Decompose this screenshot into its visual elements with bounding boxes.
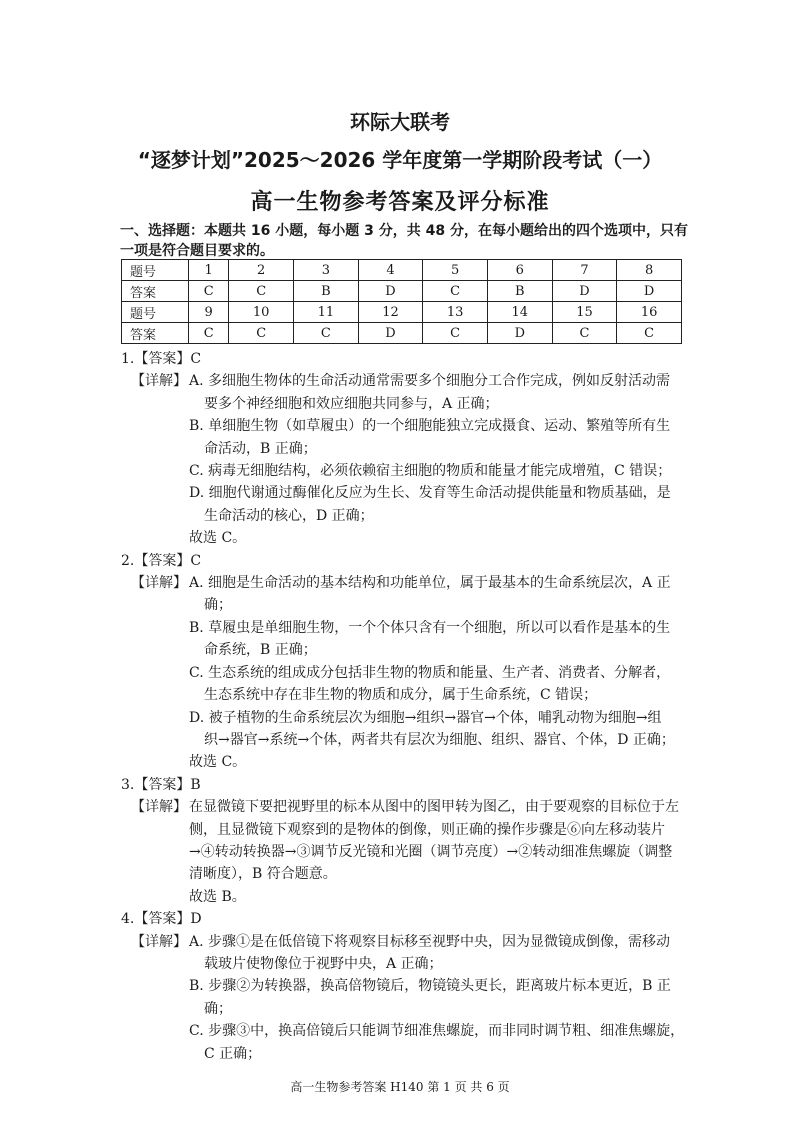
table-cell: C [229, 323, 294, 344]
detail-line: 故选 C。 [189, 754, 247, 771]
table-row [122, 302, 682, 323]
page-title-organizer: 环际大联考 [350, 110, 450, 134]
detail-tag: 【详解】 [131, 933, 187, 950]
table-cell: 题号 [122, 302, 189, 323]
question-1-detail [121, 370, 691, 549]
table-cell: B [294, 281, 359, 302]
question-3-answer: 3.【答案】B [121, 776, 201, 793]
detail-line: C 正确； [204, 1045, 262, 1062]
table-cell: 5 [423, 260, 488, 281]
detail-line: D. 细胞代谢通过酶催化反应为生长、发育等生命活动提供能量和物质基础，是 [189, 485, 671, 502]
detail-tag: 【详解】 [131, 575, 187, 592]
detail-line: 确； [204, 597, 232, 614]
table-cell: 2 [229, 260, 294, 281]
table-cell: 3 [294, 260, 359, 281]
detail-line: 在显微镜下要把视野里的标本从图中的图甲转为图乙，由于要观察的目标位于左 [189, 799, 679, 816]
table-cell: 8 [617, 260, 682, 281]
table-cell: C [423, 281, 488, 302]
detail-line: D. 被子植物的生命系统层次为细胞→组织→器官→个体，哺乳动物为细胞→组 [189, 709, 662, 726]
table-cell: C [617, 323, 682, 344]
question-1-answer: 1.【答案】C [121, 351, 202, 367]
table-cell: 15 [552, 302, 617, 323]
detail-line: C. 生态系统的组成成分包括非生物的物质和能量、生产者、消费者、分解者， [189, 664, 671, 681]
detail-line: 清晰度），B 符合题意。 [189, 866, 337, 883]
table-row [122, 281, 682, 302]
detail-line: 织→器官→系统→个体，两者共有层次为细胞、组织、器官、个体，D 正确； [204, 731, 675, 748]
detail-line: A. 步骤①是在低倍镜下将观察目标移至视野中央，因为显微镜成倒像，需移动 [189, 933, 671, 950]
detail-tag: 【详解】 [131, 373, 187, 390]
detail-line: C. 步骤③中，换高倍镜后只能调节细准焦螺旋，而非同时调节粗、细准焦螺旋， [189, 1023, 685, 1040]
detail-line: C. 病毒无细胞结构，必须依赖宿主细胞的物质和能量才能完成增殖，C 错误； [189, 463, 672, 480]
table-cell: C [189, 323, 229, 344]
table-cell: C [229, 281, 294, 302]
table-cell: D [358, 323, 423, 344]
table-cell: D [358, 281, 423, 302]
table-cell: D [552, 281, 617, 302]
table-cell: C [294, 323, 359, 344]
table-cell: 13 [423, 302, 488, 323]
table-cell: C [189, 281, 229, 302]
detail-tag: 【详解】 [131, 799, 187, 816]
table-cell: 6 [487, 260, 552, 281]
section-heading-choice: 一、选择题：本题共 16 小题，每小题 3 分，共 48 分，在每小题给出的四个选项中，只有一项是符合题目要求的。 [120, 223, 688, 259]
detail-line: 命活动，B 正确； [204, 440, 317, 457]
question-4-detail [121, 931, 691, 1065]
detail-line: 载玻片使物像位于视野中央，A 正确； [204, 955, 443, 972]
detail-line: 生命活动的核心，D 正确； [204, 507, 374, 524]
page-title-answer-key: 高一生物参考答案及评分标准 [250, 190, 550, 215]
detail-line: A. 细胞是生命活动的基本结构和功能单位，属于最基本的生命系统层次，A 正 [189, 575, 671, 592]
answer-explanations [121, 348, 691, 1065]
detail-line: 生态系统中存在非生物的物质和成分，属于生命系统，C 错误； [204, 687, 598, 704]
detail-line: 确； [204, 1000, 232, 1017]
table-cell: 题号 [122, 260, 189, 281]
table-cell: 16 [617, 302, 682, 323]
table-cell: D [617, 281, 682, 302]
table-cell: 9 [189, 302, 229, 323]
detail-line: 命系统，B 正确； [204, 642, 317, 659]
table-cell: 14 [487, 302, 552, 323]
detail-line: B. 步骤②为转换器，换高倍物镜后，物镜镜头更长，距离玻片标本更近，B 正 [189, 978, 671, 995]
table-row [122, 260, 682, 281]
table-cell: D [487, 323, 552, 344]
question-2-answer: 2.【答案】C [121, 552, 202, 569]
table-cell: 12 [358, 302, 423, 323]
table-cell: 4 [358, 260, 423, 281]
table-cell: 1 [189, 260, 229, 281]
table-cell: 11 [294, 302, 359, 323]
table-cell: 7 [552, 260, 617, 281]
page-footer: 高一生物参考答案 H140 第 1 页 共 6 页 [290, 1080, 510, 1094]
detail-line: 侧，且显微镜下观察到的是物体的倒像，则正确的操作步骤是⑥向左移动装片 [189, 821, 665, 838]
question-2-detail [121, 572, 691, 774]
table-cell: 10 [229, 302, 294, 323]
table-cell: C [552, 323, 617, 344]
question-3-detail [121, 796, 691, 908]
table-cell: B [487, 281, 552, 302]
question-4-answer: 4.【答案】D [121, 911, 202, 928]
detail-line: 故选 C。 [189, 530, 247, 547]
detail-line: B. 单细胞生物（如草履虫）的一个细胞能独立完成摄食、运动、繁殖等所有生 [189, 418, 671, 435]
detail-line: 故选 B。 [189, 888, 246, 905]
page-title-exam: “逐梦计划”2025～2026 学年度第一学期阶段考试（一） [137, 148, 663, 172]
detail-line: →④转动转换器→③调节反光镜和光圈（调节亮度）→②转动细准焦螺旋（调整 [189, 843, 673, 860]
detail-line: A. 多细胞生物体的生命活动通常需要多个细胞分工合作完成，例如反射活动需 [189, 373, 671, 390]
answer-table [121, 259, 682, 344]
table-cell: 答案 [122, 323, 189, 344]
table-cell: 答案 [122, 281, 189, 302]
table-row [122, 323, 682, 344]
detail-line: B. 草履虫是单细胞生物，一个个体只含有一个细胞，所以可以看作是基本的生 [189, 619, 671, 636]
detail-line: 要多个神经细胞和效应细胞共同参与，A 正确； [204, 395, 499, 412]
table-cell: C [423, 323, 488, 344]
